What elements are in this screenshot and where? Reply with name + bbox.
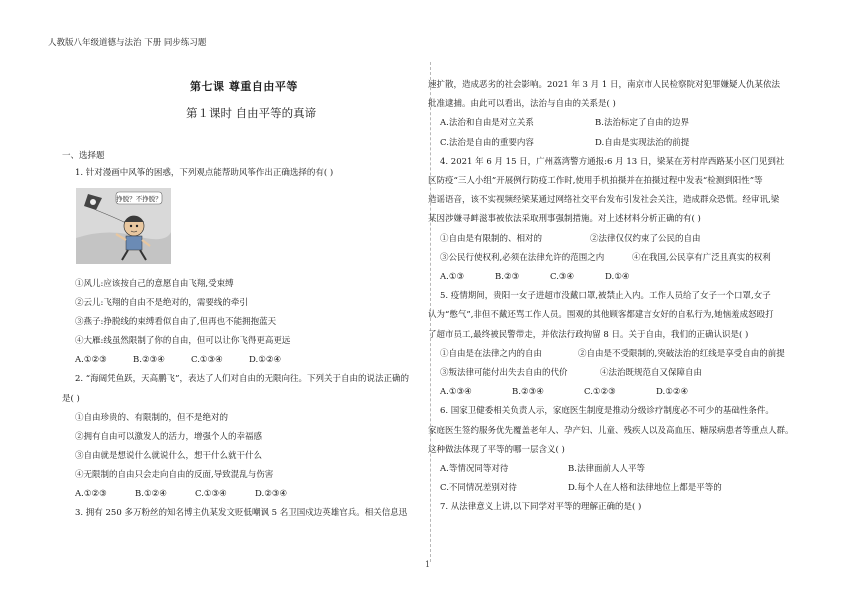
q2-option-b[interactable]: B.①②④ <box>135 489 167 500</box>
q5-item: ③叛法律可能付出失去自由的代价 <box>440 368 568 379</box>
q2-item: ②拥有自由可以激发人的活力，增强个人的幸福感 <box>75 431 263 442</box>
q1-option-b[interactable]: B.②③④ <box>133 355 165 366</box>
q3-stem-line: 速扩散，造成恶劣的社会影响。2021 年 3 月 1 日，南京市人民检察院对犯罪嫌疑人仇某依法 <box>428 80 780 90</box>
q4-item: ②法律仅仅约束了公民的自由 <box>590 233 701 244</box>
q5-option-d[interactable]: D.①②④ <box>656 387 689 398</box>
q6-stem-line: 家庭医生签约服务优先覆盖老年人、孕产妇、儿童、残疾人以及高血压、糖尿病患者等重点人群。 <box>428 425 794 436</box>
q2-item: ④无限制的自由只会走向自由的反面,导致混乱与伤害 <box>75 469 274 480</box>
q3-stem-line: 批准逮捕。由此可以看出，法治与自由的关系是( ) <box>428 99 616 110</box>
q5-items-row <box>440 364 820 383</box>
q4-items-row <box>440 249 820 268</box>
q3-option-d[interactable]: D.自由是实现法治的前提 <box>595 137 690 148</box>
right-column <box>428 76 820 518</box>
page-header: 人教版八年级道德与法治 下册 同步练习题 <box>48 38 207 48</box>
q4-stem-line: 造谣语音，该不实视频经梁某通过网络社交平台发布引发社会关注，造成群众恐慌。经审讯,梁 <box>428 195 780 206</box>
q6-option-b[interactable]: B.法律面前人人平等 <box>568 464 645 475</box>
q6-option-d[interactable]: D.每个人在人格和法律地位上都是平等的 <box>568 483 722 494</box>
q6-option-c[interactable]: C.不同情况差别对待 <box>440 483 517 494</box>
q6-options-row <box>440 479 820 498</box>
q4-stem-line: 4. 2021 年 6 月 15 日，广州荔湾警方通报:6 月 13 日，梁某在芳村岸西路某小区门见到社 <box>440 156 785 167</box>
q4-option-c[interactable]: C.③④ <box>550 272 575 283</box>
q2-stem-line1: 2. “海阔凭鱼跃，天高鹏飞”，表达了人们对自由的无限向往。下列关于自由的说法正确的 <box>75 374 410 385</box>
q2-option-d[interactable]: D.②③④ <box>255 489 288 500</box>
q6-option-a[interactable]: A.等情况同等对待 <box>440 464 509 475</box>
q1-options <box>75 351 409 370</box>
q3-options-row <box>440 114 820 133</box>
q4-item: ③公民行使权利,必须在法律允许的范围之内 <box>440 252 605 263</box>
q5-stem-line: 5. 疫情期间，贵阳一女子进超市没戴口罩,被禁止入内。工作人员给了女子一个口罩,女子 <box>440 291 771 302</box>
q6-stem-line: 6. 国家卫健委相关负责人示，家庭医生制度是推动分级诊疗制度必不可少的基础性条件。 <box>440 406 774 417</box>
q4-option-b[interactable]: B.②③ <box>495 272 520 283</box>
q1-item: ①风儿:应该按自己的意愿自由飞翔,受束缚 <box>75 279 234 289</box>
section-title: 一、选择题 <box>62 151 105 161</box>
q5-options <box>440 383 820 402</box>
q3-options-row <box>440 134 820 153</box>
q6-stem-line: 这种做法体现了平等的哪一层含义( ) <box>428 444 565 455</box>
left-column <box>62 275 410 523</box>
q3-option-c[interactable]: C.法治是自由的重要内容 <box>440 137 534 148</box>
q1-stem: 1. 针对漫画中风筝的困惑，下列观点能帮助风筝作出正确选择的有( ) <box>75 168 334 178</box>
q4-items-row <box>440 230 820 249</box>
lesson-title: 第七课 尊重自由平等 <box>190 80 298 93</box>
q5-item: ①自由是在法律之内的自由 <box>440 348 543 359</box>
q5-stem-line: 了超市员工,最终被民警带走，并依法行政拘留 8 日。关于自由，我们的正确认识是( ) <box>428 329 749 340</box>
q1-item: ②云儿:飞翔的自由不是绝对的，需要线的牵引 <box>75 298 248 309</box>
q3-stem-left: 3. 拥有 250 多万粉丝的知名博主仇某发文贬低嘲讽 5 名卫国戍边英雄官兵。相关信息迅 <box>75 508 408 519</box>
q2-options <box>75 485 409 504</box>
q4-item: ①自由是有限制的、相对的 <box>440 233 543 244</box>
q2-option-a[interactable]: A.①②③ <box>75 489 107 500</box>
q5-option-c[interactable]: C.①②③ <box>584 387 616 398</box>
q5-option-a[interactable]: A.①③④ <box>440 387 472 398</box>
page-number: 1 <box>425 560 431 569</box>
comic-illustration <box>76 188 171 264</box>
q7-stem: 7. 从法律意义上讲,以下同学对平等的理解正确的是( ) <box>440 502 642 513</box>
q4-stem-line: 某因涉嫌寻衅滋事被依法采取刑事强制措施。对上述材料分析正确的有( ) <box>428 214 701 225</box>
period-title: 第１课时 自由平等的真谛 <box>186 106 317 120</box>
q5-stem-line: 认为“憋气”,非但不戴还骂工作人员。围观的其他顾客都建言女好的自私行为,她恼羞成怒殴打 <box>428 310 774 321</box>
q4-option-a[interactable]: A.①③ <box>440 272 465 283</box>
q2-stem-line2: 是( ) <box>62 393 80 404</box>
q5-items-row <box>440 345 820 364</box>
q3-option-a[interactable]: A.法治和自由是对立关系 <box>440 118 534 129</box>
q1-item: ④大雁:线虽然限制了你的自由，但可以让你飞得更高更远 <box>75 336 291 347</box>
q5-option-b[interactable]: B.②③④ <box>512 387 544 398</box>
q2-option-c[interactable]: C.①③④ <box>195 489 227 500</box>
q3-option-b[interactable]: B.法治标定了自由的边界 <box>595 118 689 129</box>
comic-speech-text: 挣脱？不挣脱？ <box>116 195 162 203</box>
q5-item: ④法治既规范自又保障自由 <box>600 368 703 379</box>
comic-image <box>76 188 171 264</box>
q1-option-d[interactable]: D.①②④ <box>249 355 282 366</box>
q2-item: ③自由就是想说什么就说什么，想干什么就干什么 <box>75 450 263 461</box>
q5-item: ②自由是不受限制的,突破法治的红线是享受自由的前提 <box>578 348 785 359</box>
q4-option-d[interactable]: D.①④ <box>605 272 630 283</box>
q1-option-c[interactable]: C.①③④ <box>191 355 223 366</box>
q1-item: ③燕子:挣脱线的束缚看似自由了,但再也不能拥抱蓝天 <box>75 317 277 328</box>
q4-item: ④在我国,公民享有广泛且真实的权利 <box>632 252 771 263</box>
q6-options-row <box>440 460 820 479</box>
q2-item: ①自由珍贵的、有限制的，但不是绝对的 <box>75 412 229 423</box>
q4-options <box>440 268 820 287</box>
q1-option-a[interactable]: A.①②③ <box>75 355 107 366</box>
q4-stem-line: 区防疫“三人小组”开展例行防疫工作时,使用手机拍摄并在拍摄过程中发表“检测到阳性”等 <box>428 176 763 187</box>
